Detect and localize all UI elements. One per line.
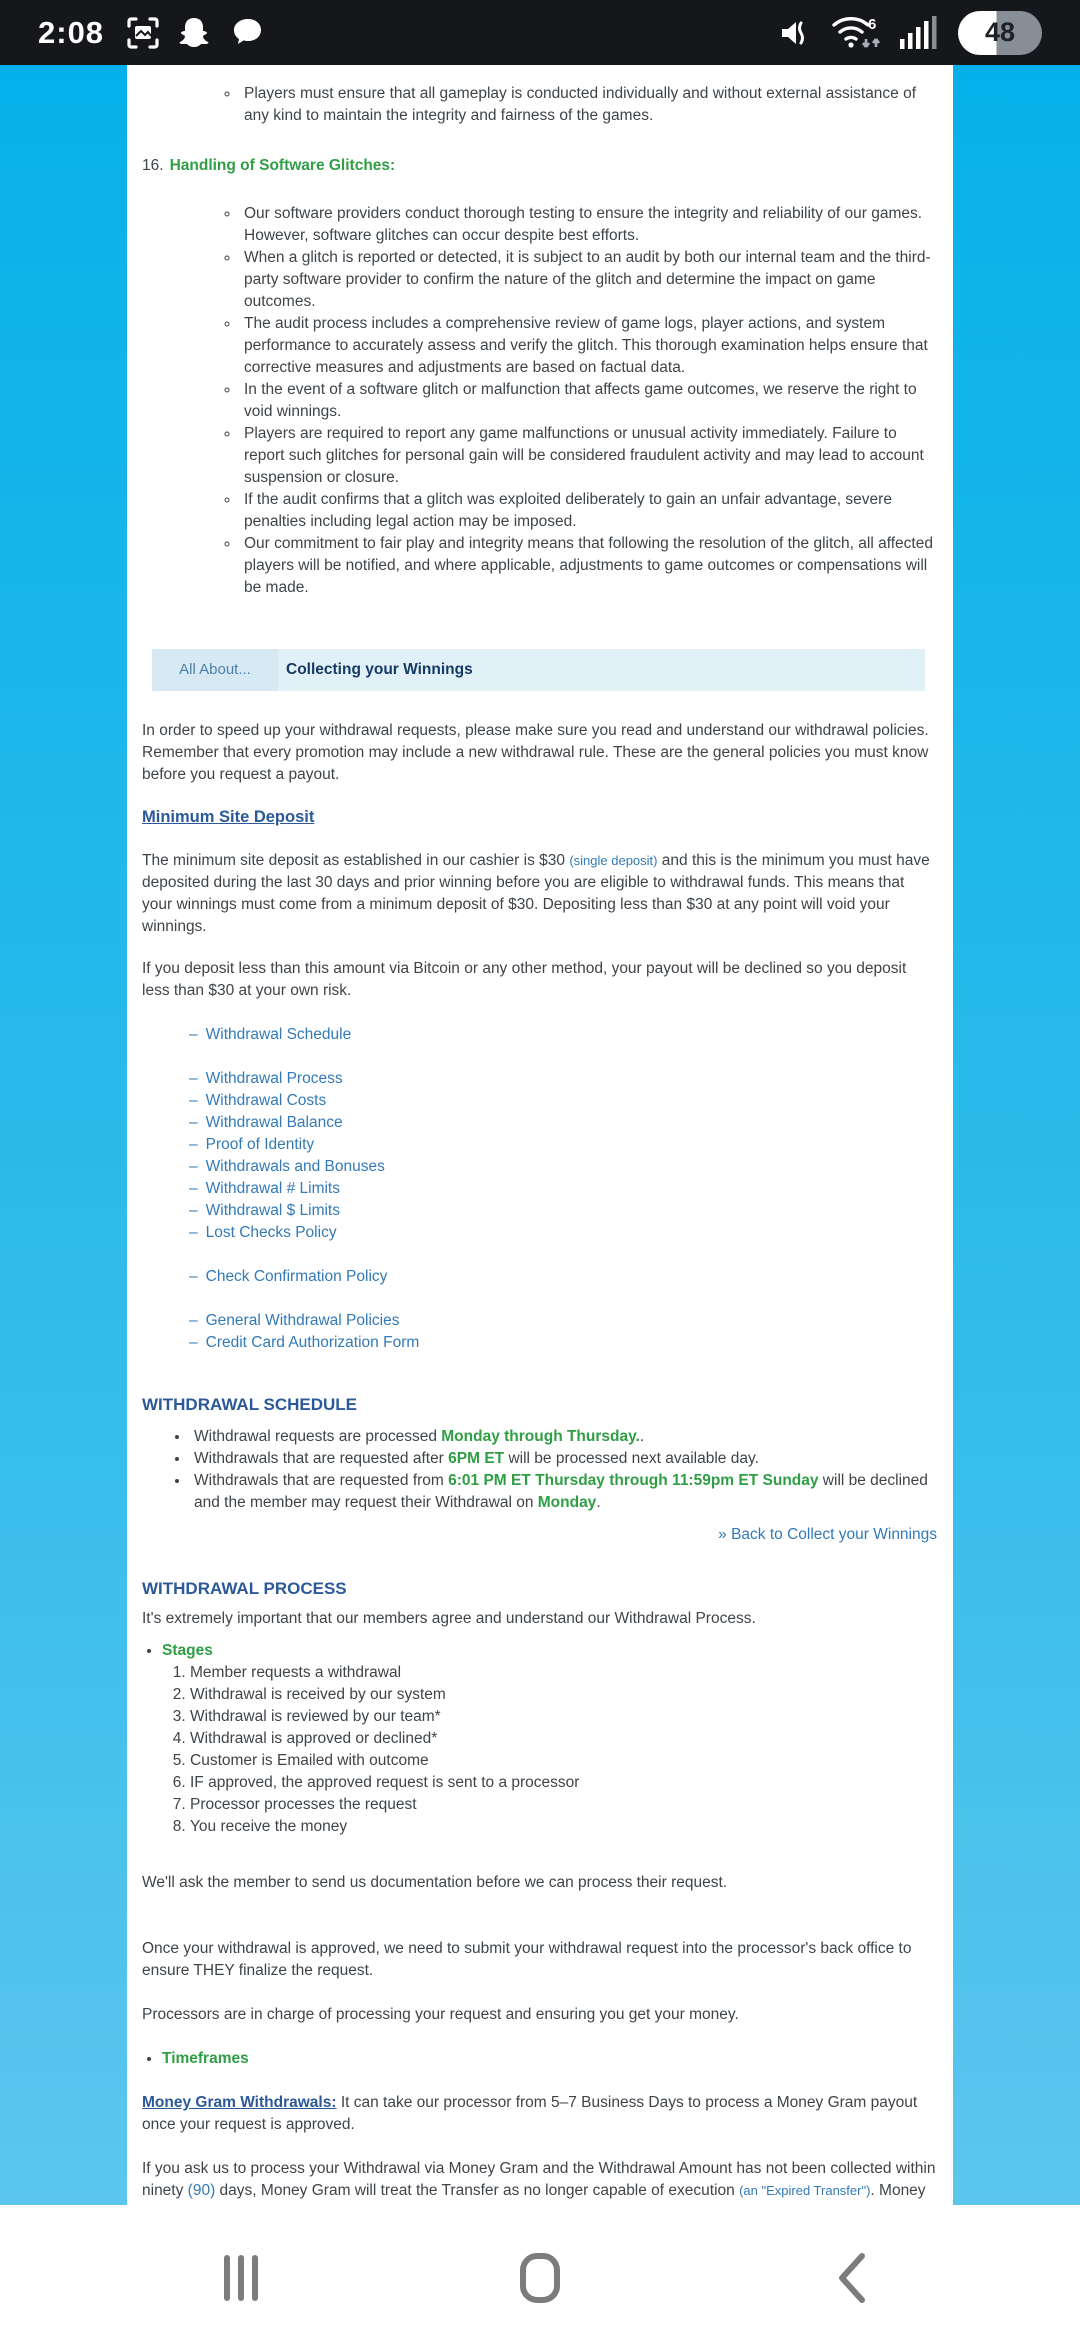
list-item: [190, 1426, 937, 1448]
status-bar-left: [38, 15, 264, 51]
status-bar-right: [776, 11, 1042, 55]
mute-vibrate-icon: [776, 14, 814, 52]
minimum-deposit-paragraph-2: If you deposit less than this amount via Bitcoin or any other method, your payout will be declined so you deposit less than $30 at your own risk.: [142, 960, 907, 999]
stages-label: Stages: [162, 1642, 213, 1659]
list-item: 8. You receive the money: [190, 1816, 937, 1838]
screenshot-icon: [126, 16, 160, 50]
policy-link-group: [189, 1310, 937, 1354]
backoffice-paragraph: Once your withdrawal is approved, we need to submit your withdrawal request into the processor's back office to ensure THEY finalize the request.: [142, 1940, 912, 1979]
policy-link[interactable]: Withdrawal Process: [205, 1070, 343, 1087]
recents-button[interactable]: [206, 2243, 276, 2313]
policy-link[interactable]: Withdrawal $ Limits: [205, 1202, 340, 1219]
text-span: Withdrawals that are requested after: [194, 1450, 449, 1467]
policy-link-row: [189, 1332, 937, 1354]
wifi6-icon: [830, 11, 882, 55]
list-item: ◦ When a glitch is reported or detected, it is subject to an audit by both our internal team and the third-party software provider to confirm the nature of the glitch and determine the impact on game outcomes.: [240, 247, 937, 313]
home-button[interactable]: [505, 2243, 575, 2313]
inline-link[interactable]: (single deposit): [569, 853, 658, 868]
list-item: 3. Withdrawal is reviewed by our team*: [190, 1706, 937, 1728]
text-span: .: [596, 1494, 601, 1511]
withdrawal-schedule-heading: WITHDRAWAL SCHEDULE: [142, 1395, 358, 1414]
text-span: The minimum site deposit as established in our cashier is $30: [142, 852, 570, 869]
section-number: 16.: [142, 157, 164, 174]
dash: –: [189, 1268, 198, 1285]
highlight-text: 6:01 PM ET Thursday through 11:59pm ET Sunday: [448, 1472, 819, 1489]
policy-link-group: [189, 1024, 937, 1046]
dash: –: [189, 1224, 198, 1241]
svg-text:6: 6: [868, 15, 877, 33]
text-span: Withdrawals that are requested from: [194, 1472, 449, 1489]
policy-link[interactable]: Withdrawal Balance: [205, 1114, 343, 1131]
android-nav-bar: [0, 2205, 1080, 2340]
policy-link-group: [189, 1068, 937, 1244]
dash: –: [189, 1026, 198, 1043]
text-span: .: [639, 1428, 645, 1445]
policy-link-row: [189, 1222, 937, 1244]
winnings-tab-bar: [152, 649, 925, 691]
inline-link[interactable]: (90): [187, 2182, 216, 2199]
page-content: [127, 65, 953, 2205]
list-item: ◦ Our commitment to fair play and integrity means that following the resolution of the glitch, all affected players will be notified, and where applicable, adjustments to game outcomes or compensations will be made.: [240, 533, 937, 599]
list-item: ◦ If the audit confirms that a glitch was exploited deliberately to gain an unfair advantage, severe penalties including legal action may be imposed.: [240, 489, 937, 533]
snapchat-icon: [176, 15, 212, 51]
text-span: Withdrawal requests are processed: [194, 1428, 442, 1445]
list-item: 5. Customer is Emailed with outcome: [190, 1750, 937, 1772]
tab-all-about[interactable]: All About...: [152, 649, 278, 691]
withdrawal-process-heading: WITHDRAWAL PROCESS: [142, 1579, 347, 1598]
withdrawal-intro-paragraph: In order to speed up your withdrawal requests, please make sure you read and understand our withdrawal policies. Remember that every promotion may include a new withdrawal rule. These are the general policies you must know before you request a payout.: [142, 722, 929, 783]
policy-link[interactable]: Withdrawals and Bonuses: [205, 1158, 385, 1175]
battery-percent: 48: [984, 17, 1016, 47]
policy-link-group: [189, 1266, 937, 1288]
text-span: days, Money Gram will treat the Transfer as no longer capable of execution: [215, 2182, 740, 2199]
dash: –: [189, 1070, 198, 1087]
dash: –: [189, 1312, 198, 1329]
policy-link-row: [189, 1200, 937, 1222]
policy-link[interactable]: Proof of Identity: [205, 1136, 315, 1153]
signal-icon: [898, 13, 942, 53]
timeframes-label-item: [162, 2048, 937, 2070]
policy-link-row: [189, 1068, 937, 1090]
schedule-bullet-list: [142, 1426, 937, 1514]
list-item: ◦ Players are required to report any game malfunctions or unusual activity immediately. Failure to report such glitches for personal gain will be considered fraudulent activity and may lead to account suspension or closure.: [240, 423, 937, 489]
section-title: Handling of Software Glitches:: [169, 157, 396, 174]
glitch-bullet-list: [142, 203, 937, 599]
text-span: If you ask us to process your Withdrawal via Money Gram and the Withdrawal Amount has not been collected within ninety: [142, 2160, 936, 2199]
policy-link[interactable]: Withdrawal Schedule: [205, 1026, 352, 1043]
list-item: ◦ Our software providers conduct thorough testing to ensure the integrity and reliability of our games. However, software glitches can occur despite best efforts.: [240, 203, 937, 247]
list-item: [190, 1470, 937, 1514]
process-intro-paragraph: It's extremely important that our members agree and understand our Withdrawal Process.: [142, 1610, 756, 1627]
policy-link[interactable]: Withdrawal # Limits: [205, 1180, 340, 1197]
list-item: 4. Withdrawal is approved or declined*: [190, 1728, 937, 1750]
policy-links-list: [189, 1024, 937, 1354]
minimum-deposit-paragraph-1: [142, 850, 937, 938]
minimum-site-deposit-heading[interactable]: Minimum Site Deposit: [142, 808, 315, 826]
status-bar: [0, 0, 1080, 65]
messages-icon: [228, 15, 264, 51]
dash: –: [189, 1136, 198, 1153]
policy-link-row: [189, 1112, 937, 1134]
stages-label-item: [162, 1640, 937, 1662]
list-item: 2. Withdrawal is received by our system: [190, 1684, 937, 1706]
inline-link[interactable]: Money Gram Withdrawals:: [142, 2094, 337, 2111]
clock: 2:08: [38, 14, 105, 50]
processors-paragraph: Processors are in charge of processing your request and ensuring you get your money.: [142, 2006, 739, 2023]
list-item: [190, 1448, 937, 1470]
back-button[interactable]: [818, 2243, 888, 2313]
dash: –: [189, 1334, 198, 1351]
documentation-paragraph: We'll ask the member to send us documentation before we can process their request.: [142, 1874, 728, 1891]
policy-link[interactable]: Credit Card Authorization Form: [205, 1334, 420, 1351]
policy-link-row: [189, 1310, 937, 1332]
highlight-text: Monday: [537, 1494, 597, 1511]
timeframes-label-list: [142, 2048, 937, 2070]
list-item: ◦ In the event of a software glitch or malfunction that affects game outcomes, we reserve the right to void winnings.: [240, 379, 937, 423]
text-span: It can take our processor from 5–7 Business Days to process a Money Gram payout once your request is approved.: [142, 2094, 918, 2133]
text-span: will be declined and the member may request their Withdrawal on: [194, 1472, 928, 1511]
policy-link-row: [189, 1266, 937, 1288]
policy-link[interactable]: Lost Checks Policy: [205, 1224, 337, 1241]
moneygram-paragraph-2: [142, 2158, 937, 2202]
text-span: . Money: [870, 2182, 926, 2199]
list-item: 1. Member requests a withdrawal: [190, 1662, 937, 1684]
highlight-text: 6PM ET: [448, 1450, 505, 1467]
dash: –: [189, 1180, 198, 1197]
policy-link-row: [189, 1178, 937, 1200]
dash: –: [189, 1158, 198, 1175]
list-item: ◦ The audit process includes a comprehensive review of game logs, player actions, and system performance to accurately assess and verify the glitch. This thorough examination helps ensure that corrective measures and adjustments are based on factual data.: [240, 313, 937, 379]
policy-link[interactable]: Withdrawal Costs: [205, 1092, 327, 1109]
stages-ordered-list: [142, 1662, 937, 1838]
policy-link-row: [189, 1024, 937, 1046]
browser-viewport: [0, 65, 1080, 2205]
gameplay-bullet-list: [142, 83, 937, 127]
policy-link[interactable]: Check Confirmation Policy: [205, 1268, 388, 1285]
timeframes-label: Timeframes: [162, 2050, 249, 2067]
text-span: will be processed next available day.: [504, 1450, 759, 1467]
inline-link[interactable]: (an "Expired Transfer"): [739, 2183, 871, 2198]
stages-label-list: [142, 1640, 937, 1662]
moneygram-paragraph-1: [142, 2092, 937, 2136]
policy-link-row: [189, 1134, 937, 1156]
list-item: 6. IF approved, the approved request is sent to a processor: [190, 1772, 937, 1794]
policy-link-row: [189, 1156, 937, 1178]
list-item: 7. Processor processes the request: [190, 1794, 937, 1816]
back-link-row: [142, 1524, 937, 1546]
policy-link-row: [189, 1090, 937, 1112]
text-span: and this is the minimum you must have deposited during the last 30 days and prior winning before you are eligible to withdrawal funds. This means that your winnings must come from a minimum deposit of $30. Depositing less than $30 at any point will void your winnings.: [142, 852, 930, 935]
dash: –: [189, 1114, 198, 1131]
policy-link[interactable]: General Withdrawal Policies: [205, 1312, 400, 1329]
list-item: ◦ Players must ensure that all gameplay is conducted individually and without external assistance of any kind to maintain the integrity and fairness of the games.: [240, 83, 937, 127]
highlight-text: Monday through Thursday.: [441, 1428, 640, 1445]
battery-indicator: [958, 11, 1042, 55]
section-16-heading: [142, 155, 937, 177]
dash: –: [189, 1092, 198, 1109]
dash: –: [189, 1202, 198, 1219]
back-to-winnings-link[interactable]: » Back to Collect your Winnings: [718, 1526, 937, 1543]
tab-collecting-winnings: Collecting your Winnings: [286, 661, 473, 678]
